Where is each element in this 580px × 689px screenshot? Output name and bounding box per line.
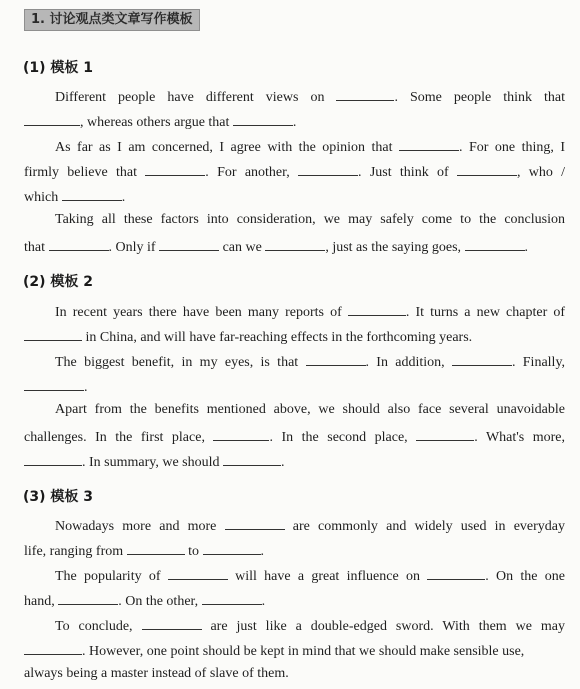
text-segment: life, ranging from	[24, 544, 124, 559]
answer-blank[interactable]	[24, 111, 80, 126]
answer-blank[interactable]	[145, 161, 205, 176]
answer-blank[interactable]	[49, 236, 109, 251]
template-2-line	[55, 301, 565, 322]
text-segment: . On the other,	[118, 594, 199, 609]
text-segment: . In summary, we should	[82, 455, 220, 470]
answer-blank[interactable]	[225, 515, 285, 530]
text-segment: . In addition,	[365, 355, 445, 370]
text-segment: Apart from the benefits mentioned above, we should also face several unavoidable	[55, 402, 565, 417]
text-segment: challenges. In the first place,	[24, 430, 205, 445]
text-segment: . For one thing, I	[459, 140, 566, 155]
text-segment: The popularity of	[55, 569, 161, 584]
answer-blank[interactable]	[399, 136, 459, 151]
text-segment: .	[292, 115, 297, 130]
answer-blank[interactable]	[58, 590, 118, 605]
text-segment: , who /	[516, 165, 566, 180]
text-segment: . What's more,	[474, 430, 565, 445]
answer-blank[interactable]	[416, 426, 474, 441]
template-1-heading: (1) 模板 1	[23, 60, 94, 76]
answer-blank[interactable]	[336, 86, 394, 101]
answer-blank[interactable]	[168, 565, 228, 580]
text-segment: .	[261, 594, 266, 609]
answer-blank[interactable]	[202, 590, 262, 605]
answer-blank[interactable]	[452, 351, 512, 366]
text-segment: . However, one point should be kept in mind that we should make sensible use,	[82, 644, 525, 659]
answer-blank[interactable]	[465, 236, 525, 251]
text-segment: . Some people think that	[394, 90, 565, 105]
answer-blank[interactable]	[306, 351, 366, 366]
text-segment: which	[24, 190, 59, 205]
template-3-line	[24, 590, 265, 611]
template-3-line	[55, 515, 565, 536]
template-3-line	[55, 615, 565, 636]
answer-blank[interactable]	[24, 326, 82, 341]
text-segment: .	[524, 240, 529, 255]
text-segment: always being a master instead of slave of them.	[24, 666, 289, 681]
text-segment: Different people have different views on	[55, 90, 325, 105]
template-1-line	[24, 236, 528, 257]
text-segment: In recent years there have been many reports of	[55, 305, 342, 320]
template-1-line	[55, 136, 565, 157]
text-segment: . On the one	[485, 569, 566, 584]
template-2-line	[24, 426, 565, 447]
text-segment: hand,	[24, 594, 55, 609]
answer-blank[interactable]	[233, 111, 293, 126]
text-segment: .	[121, 190, 126, 205]
text-segment: The biggest benefit, in my eyes, is that	[55, 355, 299, 370]
answer-blank[interactable]	[24, 376, 84, 391]
template-3-line	[55, 565, 565, 586]
answer-blank[interactable]	[24, 451, 82, 466]
answer-blank[interactable]	[159, 236, 219, 251]
text-segment: are just like a double-edged sword. With them we may	[210, 619, 566, 634]
text-segment: .	[260, 544, 265, 559]
template-2-line	[24, 326, 472, 347]
answer-blank[interactable]	[265, 236, 325, 251]
template-2-line	[55, 351, 565, 372]
section-title: 1. 讨论观点类文章写作模板	[24, 9, 200, 31]
answer-blank[interactable]	[203, 540, 261, 555]
text-segment: can we	[222, 240, 262, 255]
text-segment: will have a great influence on	[235, 569, 420, 584]
answer-blank[interactable]	[427, 565, 485, 580]
template-3-line	[24, 640, 524, 661]
answer-blank[interactable]	[298, 161, 358, 176]
text-segment: , whereas others argue that	[80, 115, 230, 130]
text-segment: .	[281, 455, 285, 470]
text-segment: Taking all these factors into consideration, we may safely come to the conclusion	[55, 212, 565, 227]
text-segment: As far as I am concerned, I agree with the opinion that	[55, 140, 393, 155]
text-segment: To conclude,	[55, 619, 133, 634]
template-1-line	[24, 111, 296, 132]
template-2-line	[24, 451, 285, 472]
text-segment: . Just think of	[358, 165, 449, 180]
answer-blank[interactable]	[142, 615, 202, 630]
text-segment: . Only if	[108, 240, 156, 255]
answer-blank[interactable]	[348, 301, 406, 316]
template-2-line	[24, 376, 88, 397]
text-segment: are commonly and widely used in everyday	[292, 519, 566, 534]
text-segment: . For another,	[205, 165, 290, 180]
template-3-heading: (3) 模板 3	[23, 489, 94, 505]
answer-blank[interactable]	[127, 540, 185, 555]
template-1-line	[55, 211, 565, 229]
template-3-line	[24, 665, 289, 683]
template-1-line	[24, 161, 565, 182]
answer-blank[interactable]	[62, 186, 122, 201]
text-segment: firmly believe that	[24, 165, 137, 180]
template-2-line	[55, 401, 565, 419]
answer-blank[interactable]	[223, 451, 281, 466]
answer-blank[interactable]	[213, 426, 269, 441]
text-segment: . It turns a new chapter of	[405, 305, 566, 320]
template-1-line	[55, 86, 565, 107]
text-segment: to	[188, 544, 200, 559]
answer-blank[interactable]	[457, 161, 517, 176]
template-3-line	[24, 540, 264, 561]
text-segment: . In the second place,	[269, 430, 408, 445]
text-segment: . Finally,	[511, 355, 566, 370]
answer-blank[interactable]	[24, 640, 82, 655]
template-1-line	[24, 186, 125, 207]
text-segment: in China, and will have far-reaching effects in the forthcoming years.	[85, 330, 473, 345]
text-segment: .	[84, 380, 88, 395]
text-segment: that	[24, 240, 45, 255]
text-segment: , just as the saying goes,	[325, 240, 462, 255]
template-2-heading: (2) 模板 2	[23, 274, 94, 290]
text-segment: Nowadays more and more	[55, 519, 217, 534]
